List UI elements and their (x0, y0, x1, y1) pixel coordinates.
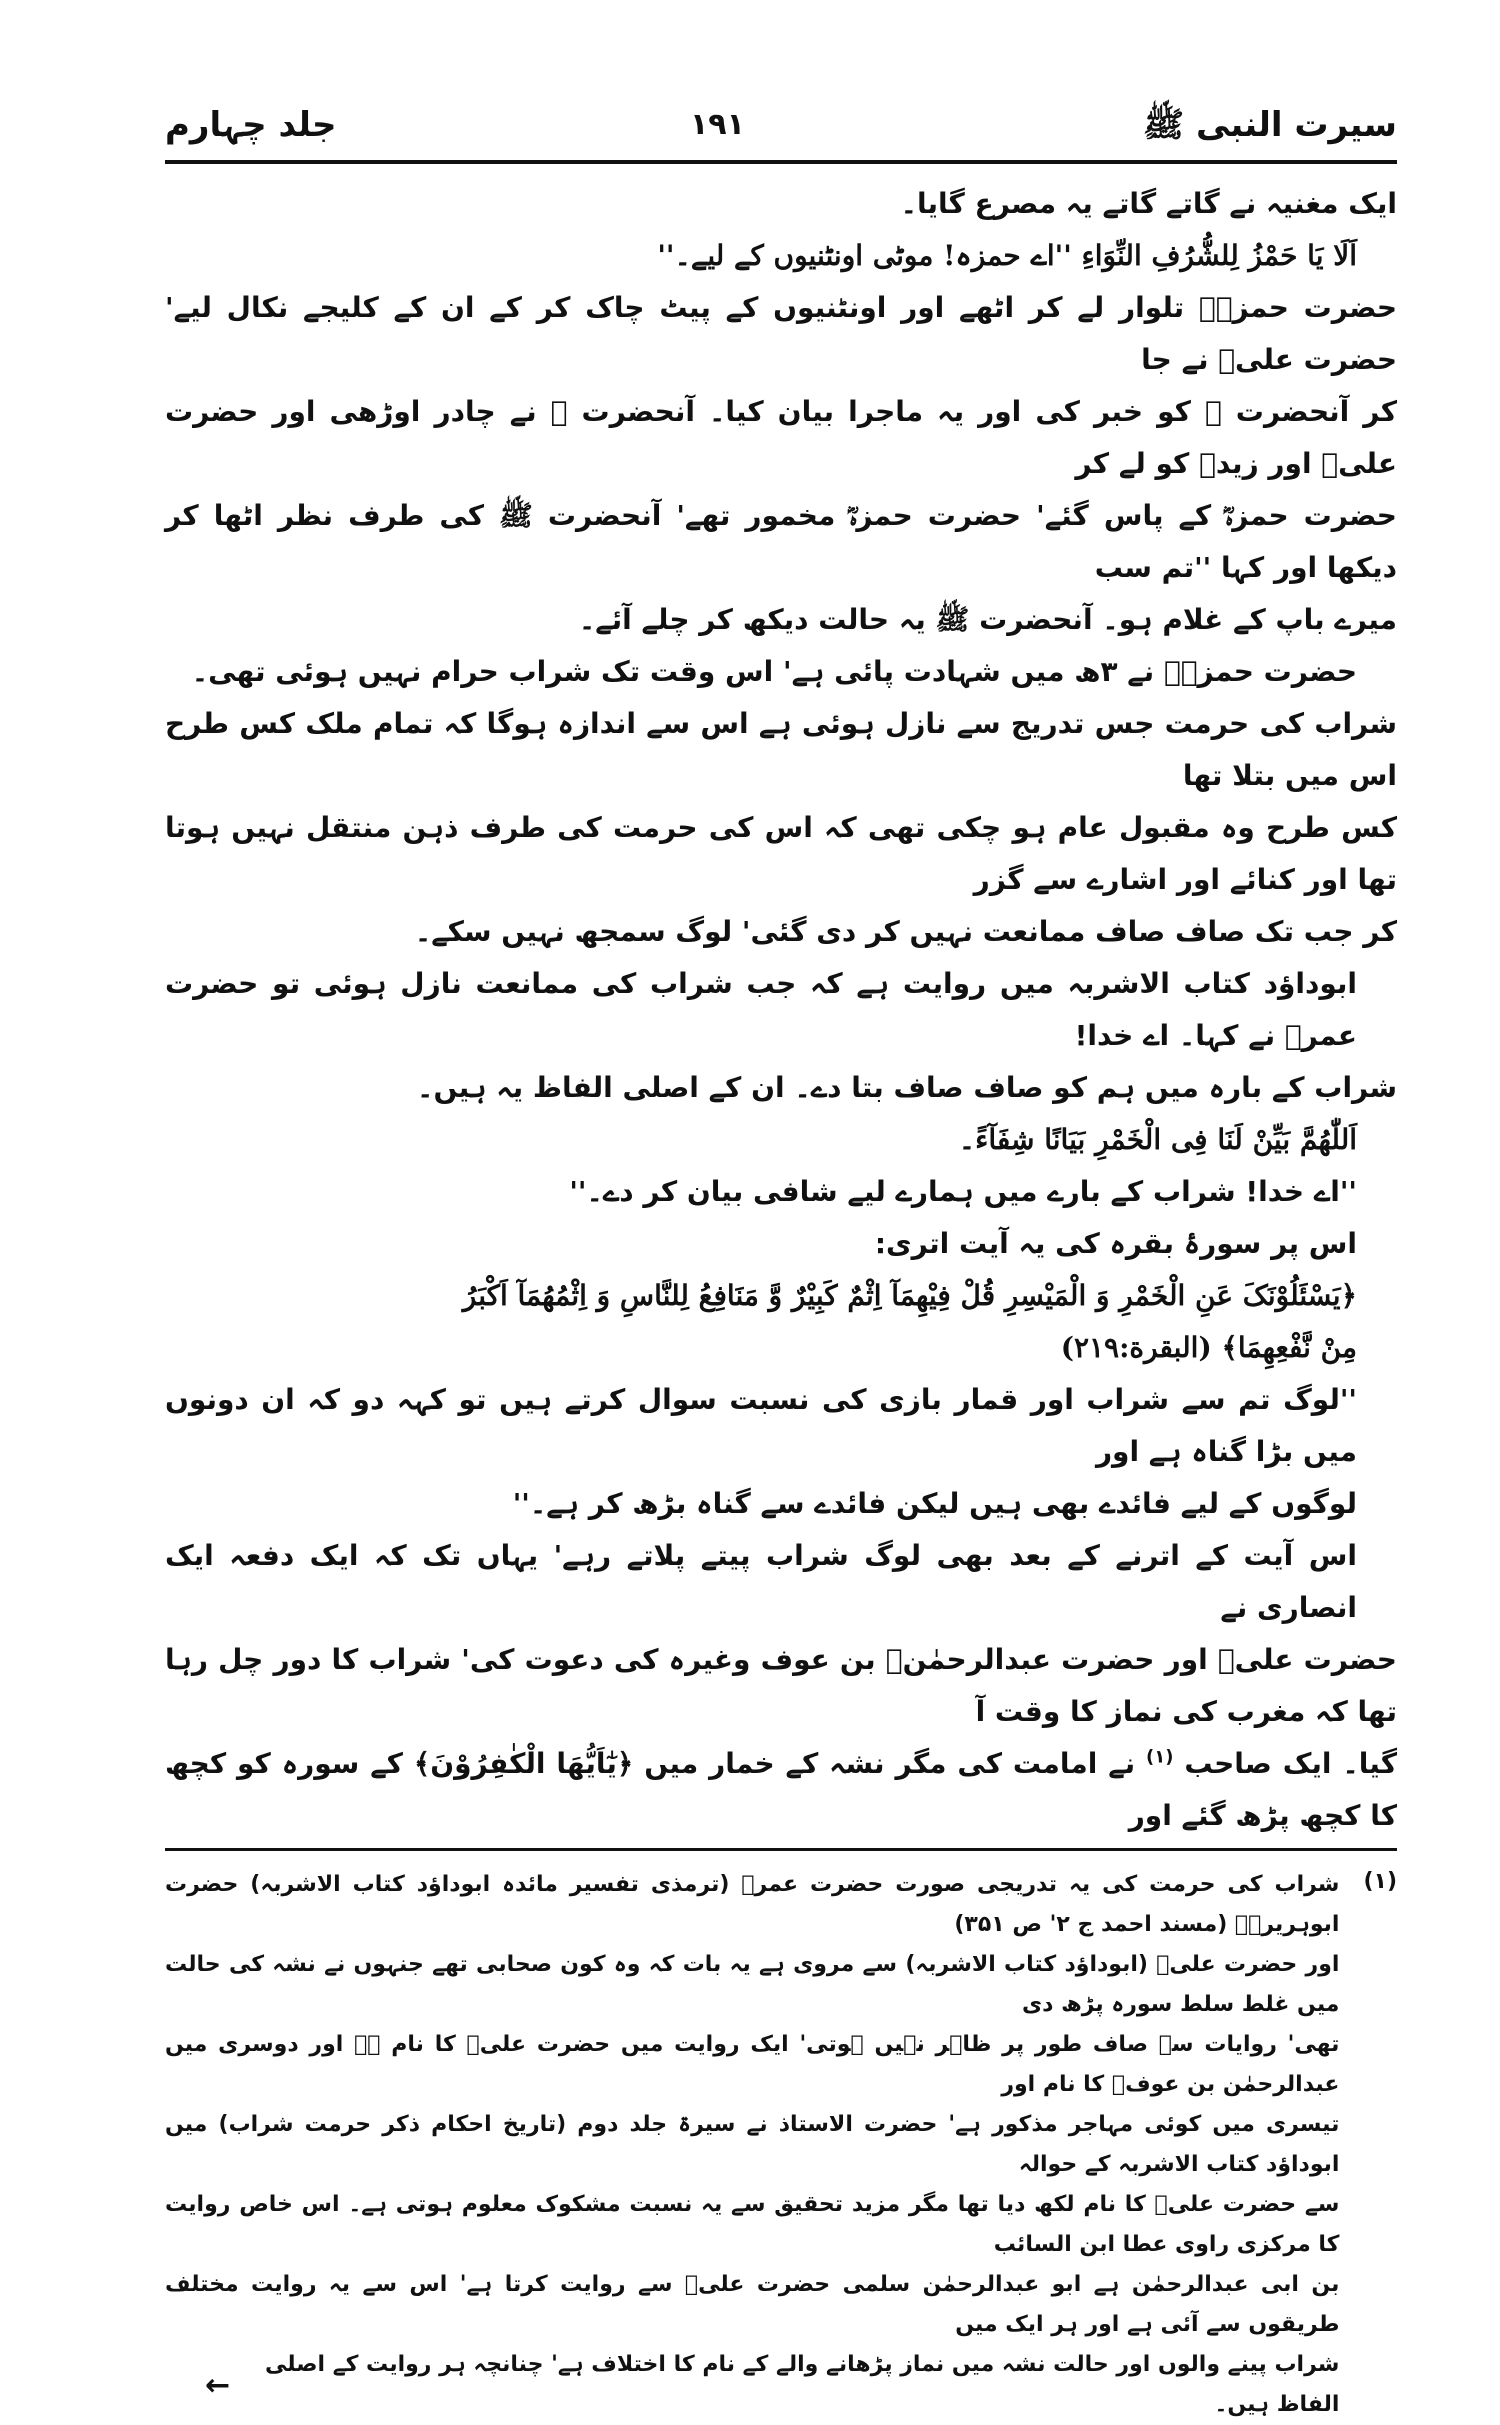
arrow-left-icon: ← (205, 2367, 231, 2403)
footnote-ref[interactable]: (۱) (1146, 1746, 1174, 1768)
text-line: کس طرح وہ مقبول عام ہو چکی تھی کہ اس کی حرمت کی طرف ذہن منتقل نہیں ہوتا تھا اور کنائے اور اشارے سے گزر (165, 811, 1397, 896)
footnote-line: اور حضرت علیؓ (ابوداؤد کتاب الاشربہ) سے مروی ہے یہ بات کہ وہ کون صحابی تھے جنہوں نے نشہ کی حالت میں غلط سلط سورہ پڑھ دی (165, 1952, 1340, 2017)
footnote-line: تیسری میں کوئی مہاجر مذکور ہے' حضرت الاستاذ نے سیرۃ جلد دوم (تاریخ احکام ذکر حرمت شراب) میں ابوداؤد کتاب الاشربہ کے حوالہ (165, 2112, 1340, 2177)
text-line (165, 1738, 1397, 1842)
footnote-line: تھی' روایات سے صاف طور پر ظاہر نہیں ہوتی' ایک روایت میں حضرت علیؓ کا نام ہے اور دوسری میں عبدالرحمٰن بن عوفؓ کا نام اور (165, 2032, 1340, 2097)
footnote-line: سے حضرت علیؓ کا نام لکھ دیا تھا مگر مزید تحقیق سے یہ نسبت مشکوک معلوم ہوتی ہے۔ اس خاص روایت کا مرکزی راوی عطا ابن السائب (165, 2192, 1340, 2257)
text-line: میرے باپ کے غلام ہو۔ آنحضرت ﷺ یہ حالت دیکھ کر چلے آئے۔ (578, 603, 1397, 636)
book-title: سیرت النبی ﷺ (1143, 105, 1397, 145)
footnote-line: شراب پینے والوں اور حالت نشہ میں نماز پڑھانے والے کے نام کا اختلاف ہے' چنانچہ ہر روایت کے اصلی الفاظ ہیں۔ (265, 2352, 1340, 2417)
quran-verse-end: مِنْ نَّفْعِهِمَا﴾ (البقرة:۲۱۹) (1060, 1331, 1357, 1364)
text-line: کر آنحضرت ﷺ کو خبر کی اور یہ ماجرا بیان کیا۔ آنحضرت ﷺ نے چادر اوڑھی اور حضرت علیؓ اور زیدؓ کو لے کر (165, 395, 1397, 480)
footnote-line: بن ابی عبدالرحمٰن ہے ابو عبدالرحمٰن سلمی حضرت علیؓ سے روایت کرتا ہے' اس سے یہ روایت مختلف طریقوں سے آئی ہے اور ہر ایک میں (165, 2272, 1340, 2337)
text-line: حضرت حمزہؓ نے ۳ھ میں شہادت پائی ہے' اس وقت تک شراب حرام نہیں ہوئی تھی۔ (191, 655, 1357, 688)
text-line: اس آیت کے اترنے کے بعد بھی لوگ شراب پیتے پلاتے رہے' یہاں تک کہ ایک دفعہ ایک انصاری نے (165, 1539, 1357, 1624)
text-line: کر جب تک صاف صاف ممانعت نہیں کر دی گئی' لوگ سمجھ نہیں سکے۔ (414, 915, 1397, 948)
translation-line: ''لوگ تم سے شراب اور قمار بازی کی نسبت سوال کرتے ہیں تو کہہ دو کہ ان دونوں میں بڑا گناہ ہے اور (165, 1383, 1357, 1468)
text-fragment: گیا۔ ایک صاحب (1184, 1747, 1398, 1780)
text-line: حضرت حمزہؓ کے پاس گئے' حضرت حمزہؓ مخمور تھے' آنحضرت ﷺ کی طرف نظر اٹھا کر دیکھا اور کہا ''تم سب (165, 499, 1397, 584)
footnote-line: شراب کی حرمت کی یہ تدریجی صورت حضرت عمرؓ (ترمذی تفسیر مائدہ ابوداؤد کتاب الاشربہ) حضرت ابوہریرہؓ (مسند احمد ج ۲' ص ۳۵۱) (165, 1872, 1340, 1937)
text-line: شراب کے بارہ میں ہم کو صاف صاف بتا دے۔ ان کے اصلی الفاظ یہ ہیں۔ (417, 1071, 1397, 1104)
text-line: ایک مغنیہ نے گاتے گاتے یہ مصرع گایا۔ (900, 187, 1397, 220)
quran-verse: ﴿یَسْئَلُوْنَکَ عَنِ الْخَمْرِ وَ الْمَیْسِرِ قُلْ فِیْهِمَآ اِثْمٌ کَبِیْرٌ وَّ مَنَافِعُ لِلنَّاسِ وَ اِثْمُهُمَآ اَکْبَرُ (462, 1279, 1357, 1312)
arabic-dua: اَللّٰھُمَّ بَیِّنْ لَنَا فِی الْخَمْرِ بَیَانًا شِفَآءً۔ (958, 1123, 1357, 1156)
main-text (165, 164, 1397, 1842)
footnote-number: (۱) (1363, 1869, 1397, 1894)
text-line: شراب کی حرمت جس تدریج سے نازل ہوئی ہے اس سے اندازہ ہوگا کہ تمام ملک کس طرح اس میں بتلا تھا (165, 707, 1397, 792)
footnote-divider (165, 1848, 1397, 1851)
translation-line: لوگوں کے لیے فائدے بھی ہیں لیکن فائدے سے گناہ بڑھ کر ہے۔'' (512, 1487, 1357, 1520)
text-fragment: نے امامت کی مگر نشہ کے خمار میں ﴿یٰٓاَیُّهَا الْکٰفِرُوْنَ﴾ کے سورہ کو کچھ کا کچھ پڑھ گئے اور (165, 1747, 1397, 1832)
text-line: حضرت علیؓ اور حضرت عبدالرحمٰنؓ بن عوف وغیرہ کی دعوت کی' شراب کا دور چل رہا تھا کہ مغرب کی نماز کا وقت آ (165, 1643, 1397, 1728)
verse-line: اَلَا یَا حَمْزُ لِلشُّرُفِ النِّوَاءِ ''اے حمزہ! موٹی اونٹنیوں کے لیے۔'' (657, 239, 1357, 272)
text-line: اس پر سورۂ بقرہ کی یہ آیت اتری: (874, 1227, 1357, 1260)
footnotes (165, 1865, 1397, 2425)
volume-label: جلد چہارم (165, 105, 337, 145)
translation-line: ''اے خدا! شراب کے بارے میں ہمارے لیے شافی بیان کر دے۔'' (569, 1175, 1357, 1208)
text-line: حضرت حمزہؓ تلوار لے کر اٹھے اور اونٹنیوں کے پیٹ چاک کر کے ان کے کلیجے نکال لیے' حضرت علیؓ نے جا (165, 291, 1397, 376)
text-line: ابوداؤد کتاب الاشربہ میں روایت ہے کہ جب شراب کی ممانعت نازل ہوئی تو حضرت عمرؓ نے کہا۔ اے خدا! (165, 967, 1357, 1052)
page-header (165, 0, 1397, 160)
page-number: ۱۹۱ (690, 107, 745, 142)
